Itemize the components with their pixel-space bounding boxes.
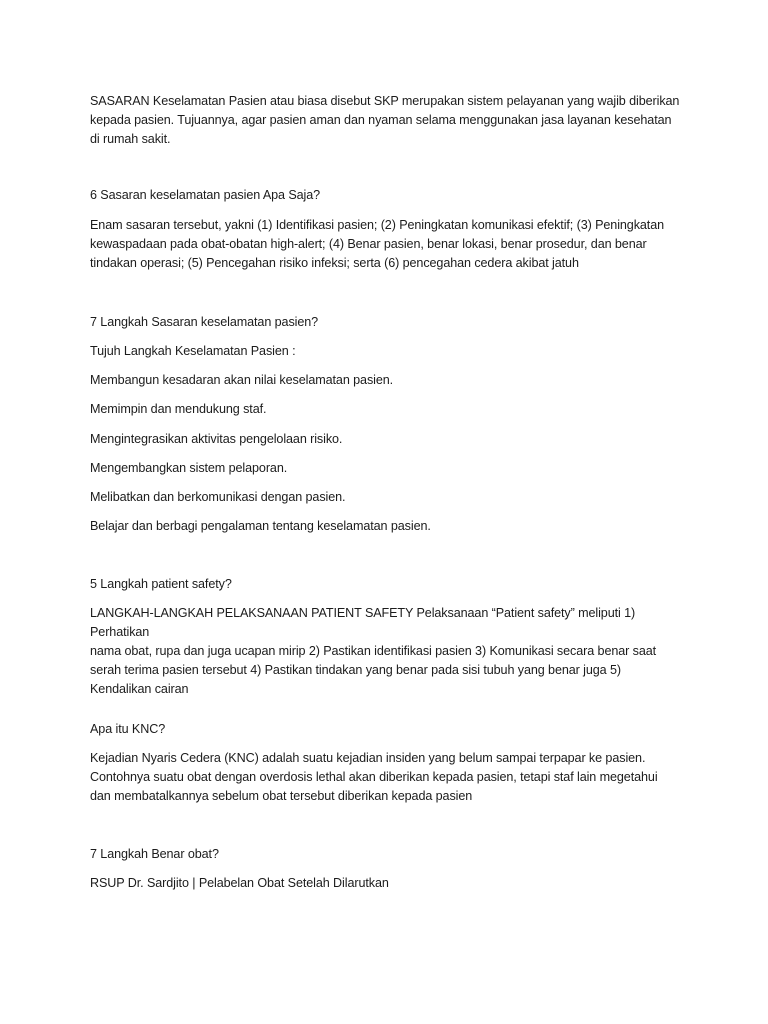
list-item: Memimpin dan mendukung staf. [90, 402, 267, 416]
list-item: Mengintegrasikan aktivitas pengelolaan risiko. [90, 432, 343, 446]
question-heading: 6 Sasaran keselamatan pasien Apa Saja? [90, 188, 321, 202]
list-item: Melibatkan dan berkomunikasi dengan pasien. [90, 490, 346, 504]
intro-paragraph: SASARAN Keselamatan Pasien atau biasa disebut SKP merupakan sistem pelayanan yang wajib diberikan kepada pasien. Tujuannya, agar pasien aman dan nyaman selama menggunakan jasa layanan kesehatan di rumah sakit. [90, 94, 680, 146]
question-heading: 5 Langkah patient safety? [90, 577, 232, 591]
question-heading: 7 Langkah Sasaran keselamatan pasien? [90, 315, 319, 329]
answer-paragraph: LANGKAH-LANGKAH PELAKSANAAN PATIENT SAFETY Pelaksanaan “Patient safety” meliputi 1) Perhatikan nama obat, rupa dan juga ucapan mirip 2) Pastikan identifikasi pasien 3) Komunikasi secara benar saat serah terima pasien tersebut 4) Pastikan tindakan yang benar pada sisi tubuh yang benar juga 5) Kendalikan cairan [90, 606, 657, 696]
answer-paragraph: Enam sasaran tersebut, yakni (1) Identifikasi pasien; (2) Peningkatan komunikasi efektif; (3) Peningkatan kewaspadaan pada obat-obatan high-alert; (4) Benar pasien, benar lokasi, benar prosedur, dan benar tindakan operasi; (5) Pencegahan risiko infeksi; serta (6) pencegahan cedera akibat jatuh [90, 218, 665, 270]
answer-paragraph: Kejadian Nyaris Cedera (KNC) adalah suatu kejadian insiden yang belum sampai terpapar ke pasien. Contohnya suatu obat dengan overdosis lethal akan diberikan kepada pasien, tetapi staf lain megetahui dan membatalkannya sebelum obat tersebut diberikan kepada pasien [90, 751, 658, 803]
list-item: Membangun kesadaran akan nilai keselamatan pasien. [90, 373, 394, 387]
question-heading: Apa itu KNC? [90, 722, 166, 736]
answer-paragraph: RSUP Dr. Sardjito | Pelabelan Obat Setelah Dilarutkan [90, 876, 389, 890]
question-heading: 7 Langkah Benar obat? [90, 847, 219, 861]
list-item: Belajar dan berbagi pengalaman tentang keselamatan pasien. [90, 519, 431, 533]
list-item: Mengembangkan sistem pelaporan. [90, 461, 288, 475]
list-heading: Tujuh Langkah Keselamatan Pasien : [90, 344, 296, 358]
